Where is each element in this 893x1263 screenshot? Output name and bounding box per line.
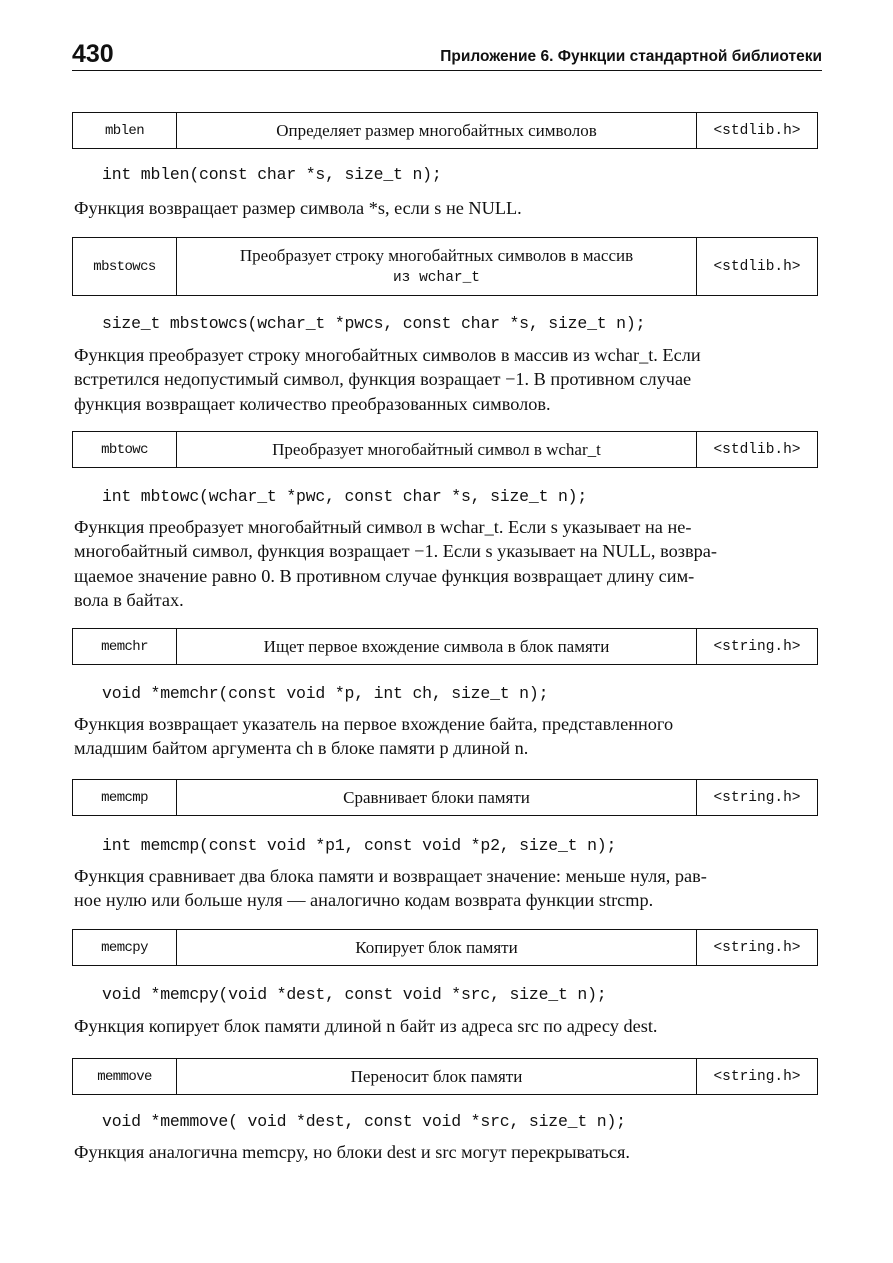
description-line: Функция копирует блок памяти длиной n байт из адреса src по адресу dest. — [74, 1016, 658, 1036]
function-prototype: void *memcpy(void *dest, const void *src, size_t n); — [102, 985, 607, 1004]
function-description — [74, 515, 819, 612]
function-prototype: int memcmp(const void *p1, const void *p2, size_t n); — [102, 836, 617, 855]
page-header — [72, 40, 822, 72]
function-table-memchr — [72, 628, 818, 665]
header-rule — [72, 70, 822, 71]
function-summary: Переносит блок памяти — [177, 1059, 697, 1094]
function-table-memcmp — [72, 779, 818, 816]
description-line: ное нулю или больше нуля — аналогично кодам возврата функции strcmp. — [74, 890, 654, 911]
header-file: <string.h> — [713, 638, 801, 655]
function-name: memcpy — [73, 930, 177, 965]
function-prototype: void *memmove( void *dest, const void *src, size_t n); — [102, 1112, 626, 1131]
function-name: memcmp — [73, 780, 177, 815]
header-file: <stdlib.h> — [713, 258, 801, 275]
header-file: <string.h> — [713, 789, 801, 806]
function-description — [74, 864, 819, 913]
header-file: <stdlib.h> — [713, 122, 801, 139]
description-line: функция возвращает количество преобразованных символов. — [74, 393, 551, 414]
function-table-memcpy — [72, 929, 818, 966]
function-name: mblen — [73, 113, 177, 148]
function-summary — [177, 238, 697, 295]
function-name: mbtowc — [73, 432, 177, 467]
description-line: Функция сравнивает два блока памяти и возвращает значение: меньше нуля, рав- — [74, 866, 707, 886]
description-line: многобайтный символ, функция возращает −1. Если s указывает на NULL, возвра- — [74, 541, 717, 562]
function-summary: Сравнивает блоки памяти — [177, 780, 697, 815]
description-line: Функция преобразует строку многобайтных символов в массив из wchar_t. Если — [74, 345, 701, 365]
function-description — [74, 1140, 819, 1164]
description-line: Функция возвращает размер символа *s, если s не NULL. — [74, 198, 522, 218]
description-line: Функция преобразует многобайтный символ в wchar_t. Если s указывает на не- — [74, 517, 692, 537]
function-description — [74, 1014, 819, 1038]
function-prototype: size_t mbstowcs(wchar_t *pwcs, const char *s, size_t n); — [102, 314, 646, 333]
summary-line: из wchar_t — [392, 269, 480, 286]
function-prototype: void *memchr(const void *p, int ch, size_t n); — [102, 684, 549, 703]
function-name: memchr — [73, 629, 177, 664]
page-number: 430 — [72, 40, 114, 68]
header-file: <stdlib.h> — [713, 441, 801, 458]
function-summary: Копирует блок памяти — [177, 930, 697, 965]
header-file: <string.h> — [713, 939, 801, 956]
function-summary: Ищет первое вхождение символа в блок памяти — [177, 629, 697, 664]
header-file: <string.h> — [713, 1068, 801, 1085]
function-table-memmove — [72, 1058, 818, 1095]
description-line: щаемое значение равно 0. В противном случае функция возвращает длину сим- — [74, 565, 695, 586]
description-line: встретился недопустимый символ, функция возращает −1. В противном случае — [74, 369, 692, 390]
description-line: младшим байтом аргумента ch в блоке памяти p длиной n. — [74, 738, 529, 759]
description-line: вола в байтах. — [74, 589, 184, 610]
function-summary: Преобразует многобайтный символ в wchar_t — [177, 432, 697, 467]
function-summary: Определяет размер многобайтных символов — [177, 113, 697, 148]
function-table-mbstowcs — [72, 237, 818, 296]
function-description — [74, 712, 819, 761]
function-table-mbtowc — [72, 431, 818, 468]
running-head: Приложение 6. Функции стандартной библиотеки — [440, 48, 822, 65]
description-line: Функция аналогична memcpy, но блоки dest и src могут перекрываться. — [74, 1142, 630, 1162]
function-description — [74, 196, 819, 220]
function-prototype: int mblen(const char *s, size_t n); — [102, 165, 442, 184]
function-table-mblen — [72, 112, 818, 149]
function-prototype: int mbtowc(wchar_t *pwc, const char *s, size_t n); — [102, 487, 588, 506]
function-name: mbstowcs — [73, 238, 177, 295]
function-name: memmove — [73, 1059, 177, 1094]
summary-line: Преобразует строку многобайтных символов в массив — [239, 245, 634, 265]
function-description — [74, 343, 819, 416]
description-line: Функция возвращает указатель на первое вхождение байта, представленного — [74, 714, 674, 734]
